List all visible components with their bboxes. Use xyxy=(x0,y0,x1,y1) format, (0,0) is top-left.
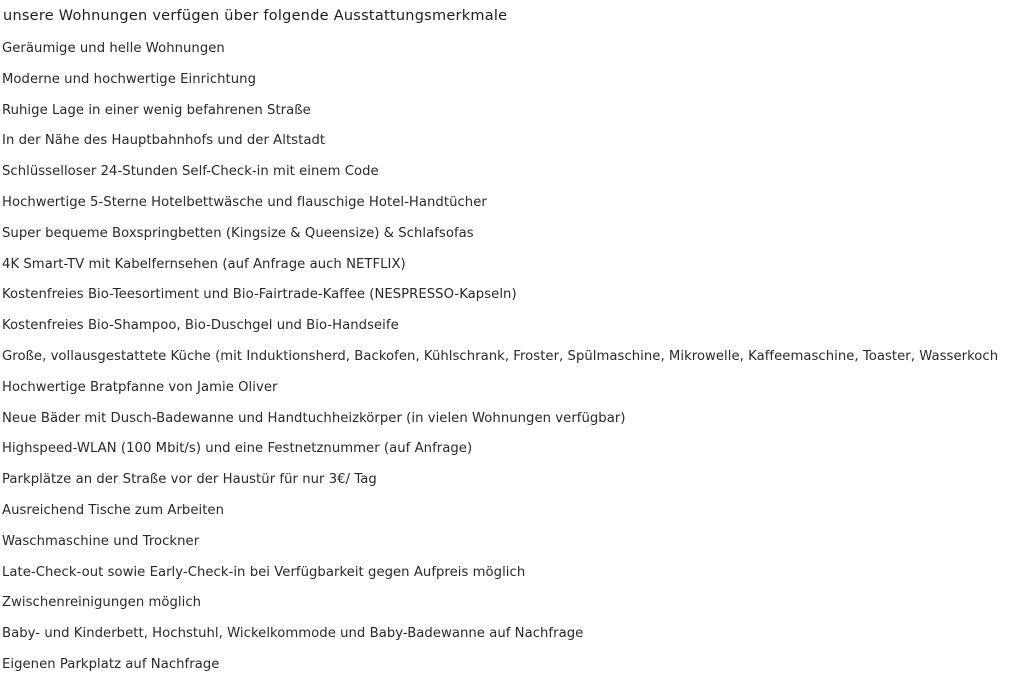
feature-item: Zwischenreinigungen möglich xyxy=(2,595,202,611)
feature-item: Ruhige Lage in einer wenig befahrenen Straße xyxy=(2,102,311,118)
feature-item: Eigenen Parkplatz auf Nachfrage xyxy=(2,656,220,672)
feature-item: Große, vollausgestattete Küche (mit Induktionsherd, Backofen, Kühlschrank, Froster, Spülmaschine, Mikrowelle, Kaffeemaschine, Toaster, Wasserkoch xyxy=(2,348,999,364)
feature-item: Hochwertige 5-Sterne Hotelbettwäsche und flauschige Hotel-Handtücher xyxy=(2,194,487,210)
feature-item: Parkplätze an der Straße vor der Haustür für nur 3€/ Tag xyxy=(2,472,377,488)
feature-item: Baby- und Kinderbett, Hochstuhl, Wickelkommode und Baby-Badewanne auf Nachfrage xyxy=(2,626,584,642)
feature-list xyxy=(2,39,998,683)
feature-item: In der Nähe des Hauptbahnhofs und der Altstadt xyxy=(2,133,326,149)
page-heading: unsere Wohnungen verfügen über folgende Ausstattungsmerkmale xyxy=(3,8,508,24)
feature-item: Ausreichend Tische zum Arbeiten xyxy=(2,502,225,518)
feature-item: Schlüsselloser 24-Stunden Self-Check-in mit einem Code xyxy=(2,164,379,180)
feature-item: Kostenfreies Bio-Teesortiment und Bio-Fairtrade-Kaffee (NESPRESSO-Kapseln) xyxy=(2,287,517,303)
feature-item: Highspeed-WLAN (100 Mbit/s) und eine Festnetznummer (auf Anfrage) xyxy=(2,441,473,457)
feature-item: Kostenfreies Bio-Shampoo, Bio-Duschgel und Bio-Handseife xyxy=(2,318,399,334)
feature-item: Moderne und hochwertige Einrichtung xyxy=(2,71,256,87)
feature-item: Waschmaschine und Trockner xyxy=(2,533,200,549)
feature-item: Geräumige und helle Wohnungen xyxy=(2,41,225,56)
feature-item: Super bequeme Boxspringbetten (Kingsize & Queensize) & Schlafsofas xyxy=(2,225,474,241)
feature-item: 4K Smart-TV mit Kabelfernsehen (auf Anfrage auch NETFLIX) xyxy=(2,256,406,272)
feature-item: Neue Bäder mit Dusch-Badewanne und Handtuchheizkörper (in vielen Wohnungen verfügbar) xyxy=(2,410,626,426)
feature-item: Hochwertige Bratpfanne von Jamie Oliver xyxy=(2,379,278,395)
feature-item: Late-Check-out sowie Early-Check-in bei Verfügbarkeit gegen Aufpreis möglich xyxy=(2,564,526,580)
